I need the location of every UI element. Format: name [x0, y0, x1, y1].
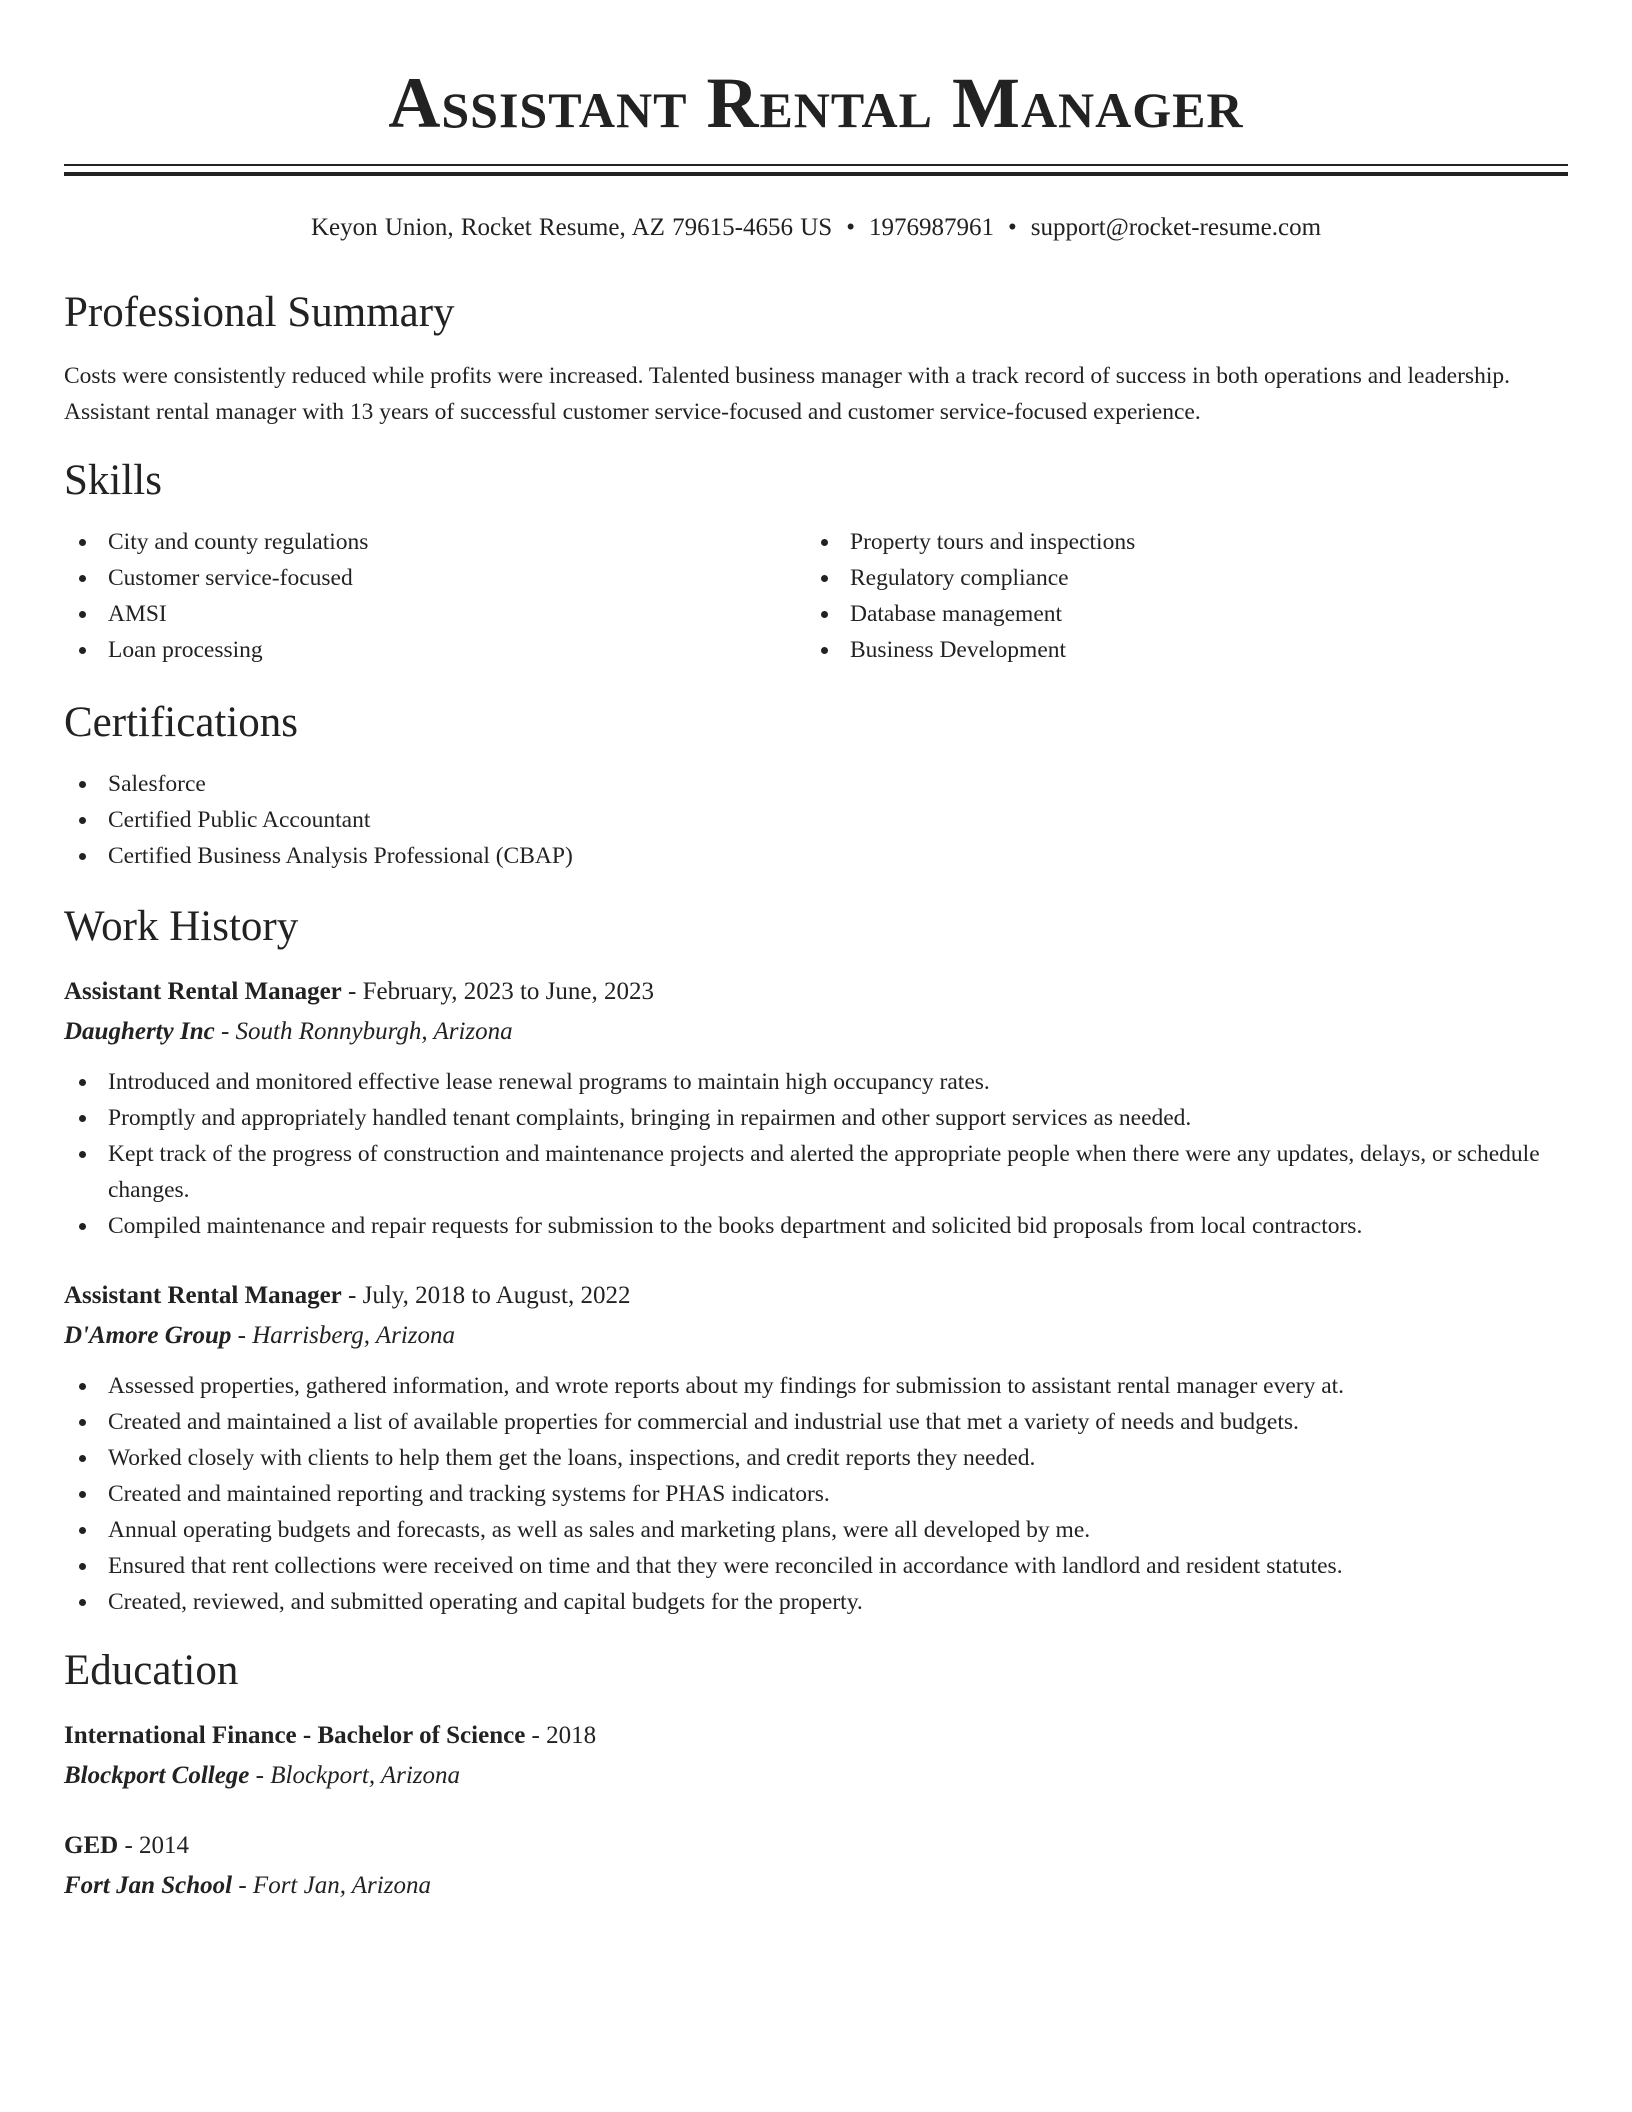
contact-line [64, 212, 1568, 244]
job-entry [64, 972, 1568, 1244]
skills-columns [64, 524, 1568, 668]
job-bullet: Kept track of the progress of construction and maintenance projects and alerted the appropriate people when there were any updates, delays, or schedule changes. [64, 1136, 1568, 1208]
job-bullet: Compiled maintenance and repair requests for submission to the books department and solicited bid proposals from local contractors. [64, 1208, 1568, 1244]
skill-item: Customer service-focused [64, 560, 806, 596]
education-year: - 2014 [118, 1832, 190, 1859]
skill-item: Database management [806, 596, 1548, 632]
education-degree: GED [64, 1832, 119, 1859]
certification-item: Certified Business Analysis Professional (CBAP) [64, 838, 1568, 874]
education-location: - Blockport, Arizona [249, 1762, 461, 1789]
education-school: Fort Jan School [64, 1872, 233, 1899]
job-company-line [64, 1316, 1568, 1356]
skills-heading: Skills [64, 457, 162, 504]
job-bullet: Created and maintained reporting and tracking systems for PHAS indicators. [64, 1476, 1568, 1512]
job-bullet: Ensured that rent collections were received on time and that they were reconciled in accordance with landlord and resident statutes. [64, 1548, 1568, 1584]
certification-item: Certified Public Accountant [64, 802, 1568, 838]
summary-section [64, 286, 1568, 430]
job-bullet: Annual operating budgets and forecasts, as well as sales and marketing plans, were all developed by me. [64, 1512, 1568, 1548]
education-degree: International Finance - Bachelor of Science [64, 1722, 526, 1749]
job-company: Daugherty Inc [64, 1018, 215, 1045]
job-bullet: Introduced and monitored effective lease renewal programs to maintain high occupancy rates. [64, 1064, 1568, 1100]
skill-item: Business Development [806, 632, 1548, 668]
education-school: Blockport College [64, 1762, 250, 1789]
contact-phone: 1976987961 [868, 214, 994, 241]
skills-list-right [806, 524, 1548, 668]
job-dates: - February, 2023 to June, 2023 [341, 978, 654, 1005]
certifications-list [64, 766, 1568, 874]
skills-section [64, 454, 1568, 668]
title-divider [64, 164, 1568, 178]
job-bullet: Worked closely with clients to help them get the loans, inspections, and credit reports they needed. [64, 1440, 1568, 1476]
education-entry [64, 1826, 1568, 1906]
job-bullets [64, 1368, 1568, 1620]
skill-item: Regulatory compliance [806, 560, 1548, 596]
certifications-heading: Certifications [64, 699, 299, 746]
job-title-line [64, 1276, 1568, 1316]
job-bullet: Created and maintained a list of available properties for commercial and industrial use that met a variety of needs and budgets. [64, 1404, 1568, 1440]
education-year: - 2018 [525, 1722, 597, 1749]
education-school-line [64, 1866, 1568, 1906]
divider-thick-line [64, 172, 1568, 176]
summary-text: Costs were consistently reduced while profits were increased. Talented business manager with a track record of success in both operations and leadership. Assistant rental manager with 13 years of successful customer service-focused and customer service-focused experience. [64, 363, 1510, 425]
contact-separator: • [1007, 214, 1017, 241]
skill-item: AMSI [64, 596, 806, 632]
education-school-line [64, 1756, 1568, 1796]
job-dates: - July, 2018 to August, 2022 [341, 1282, 631, 1309]
job-company: D'Amore Group [64, 1322, 232, 1349]
job-location: - South Ronnyburgh, Arizona [214, 1018, 513, 1045]
divider-thin-line [64, 164, 1568, 166]
work-history-heading: Work History [64, 903, 299, 950]
education-location: - Fort Jan, Arizona [232, 1872, 431, 1899]
job-company-line [64, 1012, 1568, 1052]
contact-email: support@rocket-resume.com [1030, 214, 1322, 241]
education-entry [64, 1716, 1568, 1796]
job-bullet: Promptly and appropriately handled tenant complaints, bringing in repairmen and other support services as needed. [64, 1100, 1568, 1136]
job-bullets [64, 1064, 1568, 1244]
skill-item: Property tours and inspections [806, 524, 1548, 560]
skill-item: Loan processing [64, 632, 806, 668]
education-degree-line [64, 1826, 1568, 1866]
contact-separator: • [846, 214, 855, 241]
summary-heading: Professional Summary [64, 289, 455, 336]
job-bullet: Created, reviewed, and submitted operating and capital budgets for the property. [64, 1584, 1568, 1620]
job-title: Assistant Rental Manager [64, 978, 342, 1005]
skills-list-left [64, 524, 806, 668]
skill-item: City and county regulations [64, 524, 806, 560]
certification-item: Salesforce [64, 766, 1568, 802]
education-degree-line [64, 1716, 1568, 1756]
education-section [64, 1644, 1568, 1906]
job-title-line [64, 972, 1568, 1012]
education-heading: Education [64, 1647, 239, 1694]
resume-page [64, 0, 1568, 1906]
certifications-section [64, 696, 1568, 874]
job-entry [64, 1276, 1568, 1620]
resume-title: Assistant Rental Manager [388, 63, 1244, 143]
work-history-section [64, 900, 1568, 1620]
contact-address: Keyon Union, Rocket Resume, AZ 79615-4656 US [310, 214, 833, 241]
job-location: - Harrisberg, Arizona [231, 1322, 456, 1349]
job-bullet: Assessed properties, gathered information, and wrote reports about my findings for submission to assistant rental manager every at. [64, 1368, 1568, 1404]
job-title: Assistant Rental Manager [64, 1282, 342, 1309]
